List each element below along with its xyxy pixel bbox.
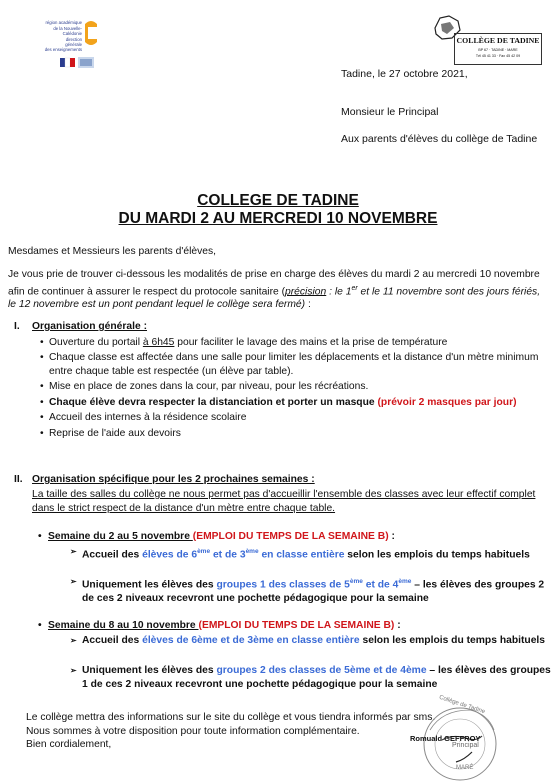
recipient-line: Aux parents d'élèves du collège de Tadine: [341, 133, 538, 145]
seal-mid-text: Principal: [452, 742, 479, 749]
date-line: Tadine, le 27 octobre 2021,: [341, 68, 468, 80]
week-2-item-2: ➢ Uniquement les élèves des groupes 2 des classes de 5ème et de 4ème – les élèves des groupes 1 de ces 2 niveaux recevront une pochette pédagogique pour la semaine: [70, 664, 556, 691]
college-logo-address: BP 67 · TADINE · MARE: [478, 48, 518, 52]
week-2-heading: • Semaine du 8 au 10 novembre (EMPLOI DU TEMPS DE LA SEMAINE B) :: [48, 620, 401, 631]
logo-line: de la Nouvelle-Calédonie: [53, 26, 82, 36]
intro-note: : le 1: [326, 285, 352, 297]
section-1-heading: [14, 321, 147, 332]
college-logo: [432, 14, 544, 64]
flag-icon: [60, 56, 96, 70]
week-1-label: Semaine du 2 au 5 novembre: [48, 531, 193, 542]
document-title-line1: COLLEGE DE TADINE: [197, 192, 359, 209]
mask-note: (prévoir 2 masques par jour): [377, 396, 517, 408]
week-1-item-2: ➢ Uniquement les élèves des groupes 1 des classes de 5ème et de 4ème – les élèves des groupes 2 de ces 2 niveaux recevront une pochette pédagogique pour la semaine: [70, 575, 556, 606]
list-item: • Ouverture du portail à 6h45 pour faciliter le lavage des mains et la prise de température: [40, 336, 554, 350]
section-2-title: Organisation spécifique pour les 2 prochaines semaines :: [32, 474, 315, 485]
section-1-number: I.: [14, 321, 20, 332]
precision-label: précision: [285, 285, 327, 297]
logo-e-icon: [83, 18, 99, 48]
logo-line: région académique: [45, 20, 82, 25]
list-item: • Accueil des internes à la résidence scolaire: [40, 411, 554, 425]
list-item: • Chaque classe est affectée dans une salle pour limiter les déplacements et la distance d'un mètre minimum entre chaque table est respectée (un élève par table).: [40, 351, 554, 378]
intro-colon: :: [305, 299, 311, 311]
list-item: • Reprise de l'aide aux devoirs: [40, 427, 554, 441]
logo-line: direction: [65, 37, 82, 42]
seal-top-text: Collège de Tadine: [438, 694, 486, 716]
sender-line: Monsieur le Principal: [341, 106, 439, 118]
logo-line: générale: [65, 42, 82, 47]
list-item: • Mise en place de zones dans la cour, par niveau, pour les récréations.: [40, 380, 554, 394]
week-1-schedule: (EMPLOI DU TEMPS DE LA SEMAINE B): [192, 531, 389, 542]
signer-name: Romuald GEFFROY: [410, 734, 481, 743]
college-logo-title: COLLÈGE DE TADINE: [456, 36, 540, 45]
closing-line-2: Nous sommes à votre disposition pour toute information complémentaire.: [26, 726, 360, 737]
week-1-item-1: ➢ Accueil des élèves de 6ème et de 3ème en classe entière selon les emplois du temps habituels: [70, 545, 556, 562]
college-stamp-box: [454, 33, 542, 65]
closing-line-3: Bien cordialement,: [26, 739, 112, 750]
seal-bottom-text: MARÉ: [456, 765, 474, 771]
document-title-line2: DU MARDI 2 AU MERCREDI 10 NOVEMBRE: [118, 210, 438, 227]
intro-note-rest: et le 11 novembre sont des jours fériés, le 12 novembre est un pont pendant lequel le collège sera fermé): [8, 285, 541, 311]
week-2-item-1: ➢ Accueil des élèves de 6ème et de 3ème en classe entière selon les emplois du temps habituels: [70, 634, 556, 648]
week-1-heading: • Semaine du 2 au 5 novembre (EMPLOI DU TEMPS DE LA SEMAINE B) :: [48, 531, 395, 542]
section-2-heading: [14, 474, 315, 485]
logo-line: des enseignements: [44, 47, 82, 52]
section-2-number: II.: [14, 474, 23, 485]
intro-text: Je vous prie de trouver ci-dessous les modalités de prise en charge des élèves du mardi 2 au mercredi 10 novembre afin de continuer à assurer le respect du protocole sanitaire (: [8, 269, 540, 297]
section-1-list: [40, 336, 554, 442]
section-1-title: Organisation générale :: [32, 321, 148, 332]
greeting: Mesdames et Messieurs les parents d'élèves,: [8, 246, 216, 257]
college-logo-phone: Tél 45 41 33 · Fax 45 42 09: [475, 54, 521, 58]
week-2-schedule: (EMPLOI DU TEMPS DE LA SEMAINE B): [198, 620, 395, 631]
section-2-intro: La taille des salles du collège ne nous permet pas d'accueillir l'ensemble des classes avec leur effectif complet dans le strict respect de la distance d'un mètre entre chaque table.: [32, 489, 536, 514]
intro-paragraph: [8, 268, 546, 312]
academy-logo: [40, 16, 98, 72]
list-item: • Chaque élève devra respecter la distanciation et porter un masque (prévoir 2 masques par jour): [40, 396, 554, 410]
week-2-label: Semaine du 8 au 10 novembre: [48, 620, 199, 631]
opening-time: à 6h45: [142, 337, 175, 348]
closing-line-1: Le collège mettra des informations sur le site du collège et vous tiendra informés par sms.: [26, 712, 436, 723]
intro-sup: er: [351, 284, 358, 292]
